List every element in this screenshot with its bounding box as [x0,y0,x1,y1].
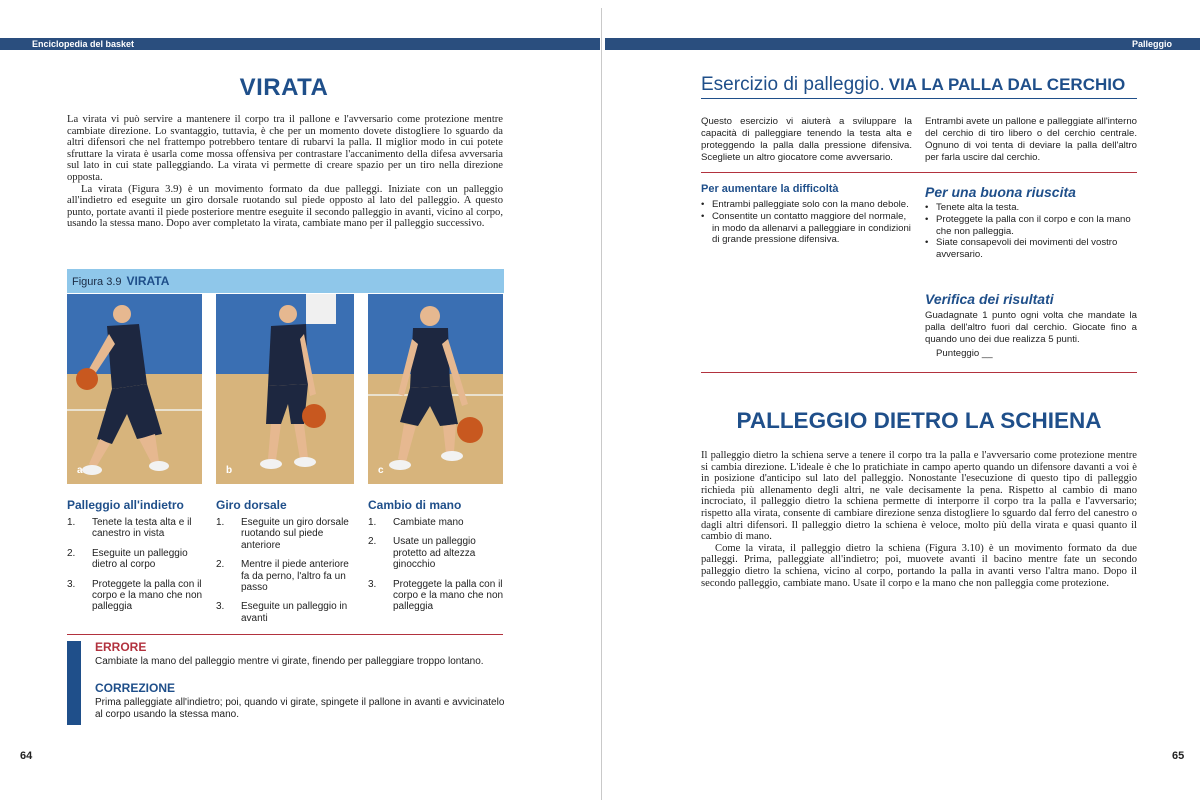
error-title: ERRORE [95,640,147,654]
error-side-bar [67,641,81,725]
steps-column-3 [368,498,506,621]
right-page-number: 65 [1172,750,1185,762]
step-1-item-3: 3. Proteggete la palla con il corpo e la mano che non palleggia [67,578,203,613]
correction-title: CORREZIONE [95,680,176,695]
exercise-underline [701,98,1137,99]
left-header-bar [0,38,600,50]
virata-paragraph-1: La virata vi può servire a mantenere il corpo tra il pallone e l'avversario come protezione mentre cambiate direzione. Lo svantaggio, tuttavia, è che per un momento dovete distogliere lo sguardo da altri difensori che nel frattempo potrebbero tentare di rubarvi la palla. Il miglior modo in cui potete sfruttare la virata è usarla come mossa offensiva per contrastare l'accanimento della difesa avversaria sul lato in cui state palleggiando. La virata vi permette di creare spazio per un tiro nella direzione opposta. [67,114,503,183]
verify-block [925,291,1137,360]
correction-text: Prima palleggiate all'indietro; poi, quando vi girate, spingete il pallone in avanti e avvicinatelo al corpo usando la stessa mano. [95,696,505,720]
exercise-prefix: Esercizio di palleggio. [701,74,885,95]
exercise-title: VIA LA PALLA DAL CERCHIO [888,75,1126,94]
page-gutter [601,8,602,800]
photo-b [216,294,354,484]
photo-c-label: c [378,465,384,476]
step-1-item-1: 1. Tenete la testa alta e il canestro in vista [67,517,192,540]
step-title-2: Giro dorsale [216,498,287,512]
score-label: Punteggio __ [936,348,993,359]
difficulty-item-2: • Consentite un contatto maggiore del normale, in modo da allenarvi a palleggiare in condizioni di grande pressione difensiva. [701,211,912,246]
step-title-1: Palleggio all'indietro [67,498,184,512]
exercise-col-1: Questo esercizio vi aiuterà a sviluppare la capacità di palleggiare tenendo la testa alta e proteggendo la palla dalla pressione difensiva. Scegliete un altro giocatore come avversario. [701,116,912,163]
exercise-divider-1 [701,172,1137,173]
virata-intro [67,114,503,230]
error-text: Cambiate la mano del palleggio mentre vi girate, finendo per palleggiare troppo lontano. [95,656,484,667]
step-2-item-1: 1. Eseguite un giro dorsale ruotando sul piede anteriore [216,517,349,551]
success-item-1: • Tenete alta la testa. [925,202,1137,214]
success-item-3: • Siate consapevoli dei movimenti del vostro avversario. [925,237,1137,261]
step-2-item-2: 2. Mentre il piede anteriore fa da perno, l'altro fa un passo [216,559,349,594]
photo-b-label: b [226,465,233,476]
steps-column-2 [216,498,356,632]
figure-title: VIRATA [126,274,170,288]
error-box [95,640,505,722]
figure-caption-band [67,269,504,293]
photo-c [368,294,503,484]
verify-title: Verifica dei risultati [925,291,1054,307]
exercise-heading [701,74,1125,96]
verify-text: Guadagnate 1 punto ogni volta che mandate la palla dell'altro fuori dal cerchio. Giocate fino a quando uno dei due realizza 5 punti. [925,310,1137,345]
step-3-item-2: 2. Usate un palleggio protetto ad altezza ginocchio [368,536,476,571]
error-divider [67,634,503,635]
difficulty-title: Per aumentare la difficoltà [701,183,839,195]
figure-number: Figura 3.9 [72,276,122,288]
step-2-item-3: 3. Eseguite un palleggio in avanti [216,601,348,624]
success-item-2: • Proteggete la palla con il corpo e con la mano che non palleggia. [925,214,1137,238]
left-page-number: 64 [20,750,33,762]
exercise-divider-2 [701,372,1137,373]
step-3-item-3: 3. Proteggete la palla con il corpo e la mano che non palleggia [368,578,504,613]
step-3-item-1: 1. Cambiate mano [368,517,464,528]
step-1-item-2: 2. Eseguite un palleggio dietro al corpo [67,547,188,571]
difficulty-block [701,183,912,246]
section-paragraph-2: Come la virata, il palleggio dietro la schiena (Figura 3.10) è un movimento formato da due palleggi. Prima, palleggiate all'indietro; poi, muovete avanti il bacino mentre fate un secondo palleggio dietro la schiena, vicino al corpo, portando la palla in avanti verso l'altra mano. Dopo il secondo palleggio, cambiate mano. Usate il corpo e la mano che non palleggia come protezione. [701,542,1137,589]
photo-a [67,294,202,484]
step-title-3: Cambio di mano [368,498,462,512]
right-header-bar [605,38,1200,50]
section-paragraph-1: Il palleggio dietro la schiena serve a tenere il corpo tra la palla e l'avversario come protezione mentre si cambia direzione. L'ideale è che lo pratichiate in campo aperto quando un difensore davanti a voi è in posizione d'anticipo sul lato del palleggio. Nonostante l'esecuzione di questo tipo di palleggio richieda più allenamento degli altri, ne vale decisamente la pena. Rispetto al cambio di mano incrociato, il palleggio dietro la schiena permette di interporre il corpo tra la palla e l'avversario; rispetto alla virata, consente di cambiare direzione senza distogliere lo sguardo dal ferro del canestro o dagli altri difensori. Il palleggio dietro la schiena è veloce, molto più della virata e quasi quanto il cambio di mano. [701,450,1137,543]
steps-column-1 [67,498,205,621]
virata-title: VIRATA [239,74,329,101]
success-block [925,184,1137,261]
section-title: PALLEGGIO DIETRO LA SCHIENA [736,408,1102,433]
difficulty-item-1: • Entrambi palleggiate solo con la mano debole. [701,199,912,211]
right-header-label: Palleggio [1131,39,1172,49]
left-header-label: Enciclopedia del basket [32,39,135,49]
virata-paragraph-2: La virata (Figura 3.9) è un movimento formato da due palleggi. Iniziate con un palleggio all'indietro ed eseguite un giro dorsale ruotando sul piede opposto al lato del palleggio. A questo punto, portate avanti il piede posteriore mentre eseguite il secondo palleggio in avanti, vicino al corpo, usando la stessa mano. Dopo aver completato la virata, cambiate mano per il palleggio successivo. [67,183,503,230]
photo-a-label: a [77,465,83,476]
section-body [701,450,1137,589]
success-title: Per una buona riuscita [925,184,1076,200]
exercise-col-2: Entrambi avete un pallone e palleggiate all'interno del cerchio di tiro libero o del cerchio centrale. Ognuno di voi tenta di deviare la palla dell'altro per farla uscire dal cerchio. [925,116,1137,163]
